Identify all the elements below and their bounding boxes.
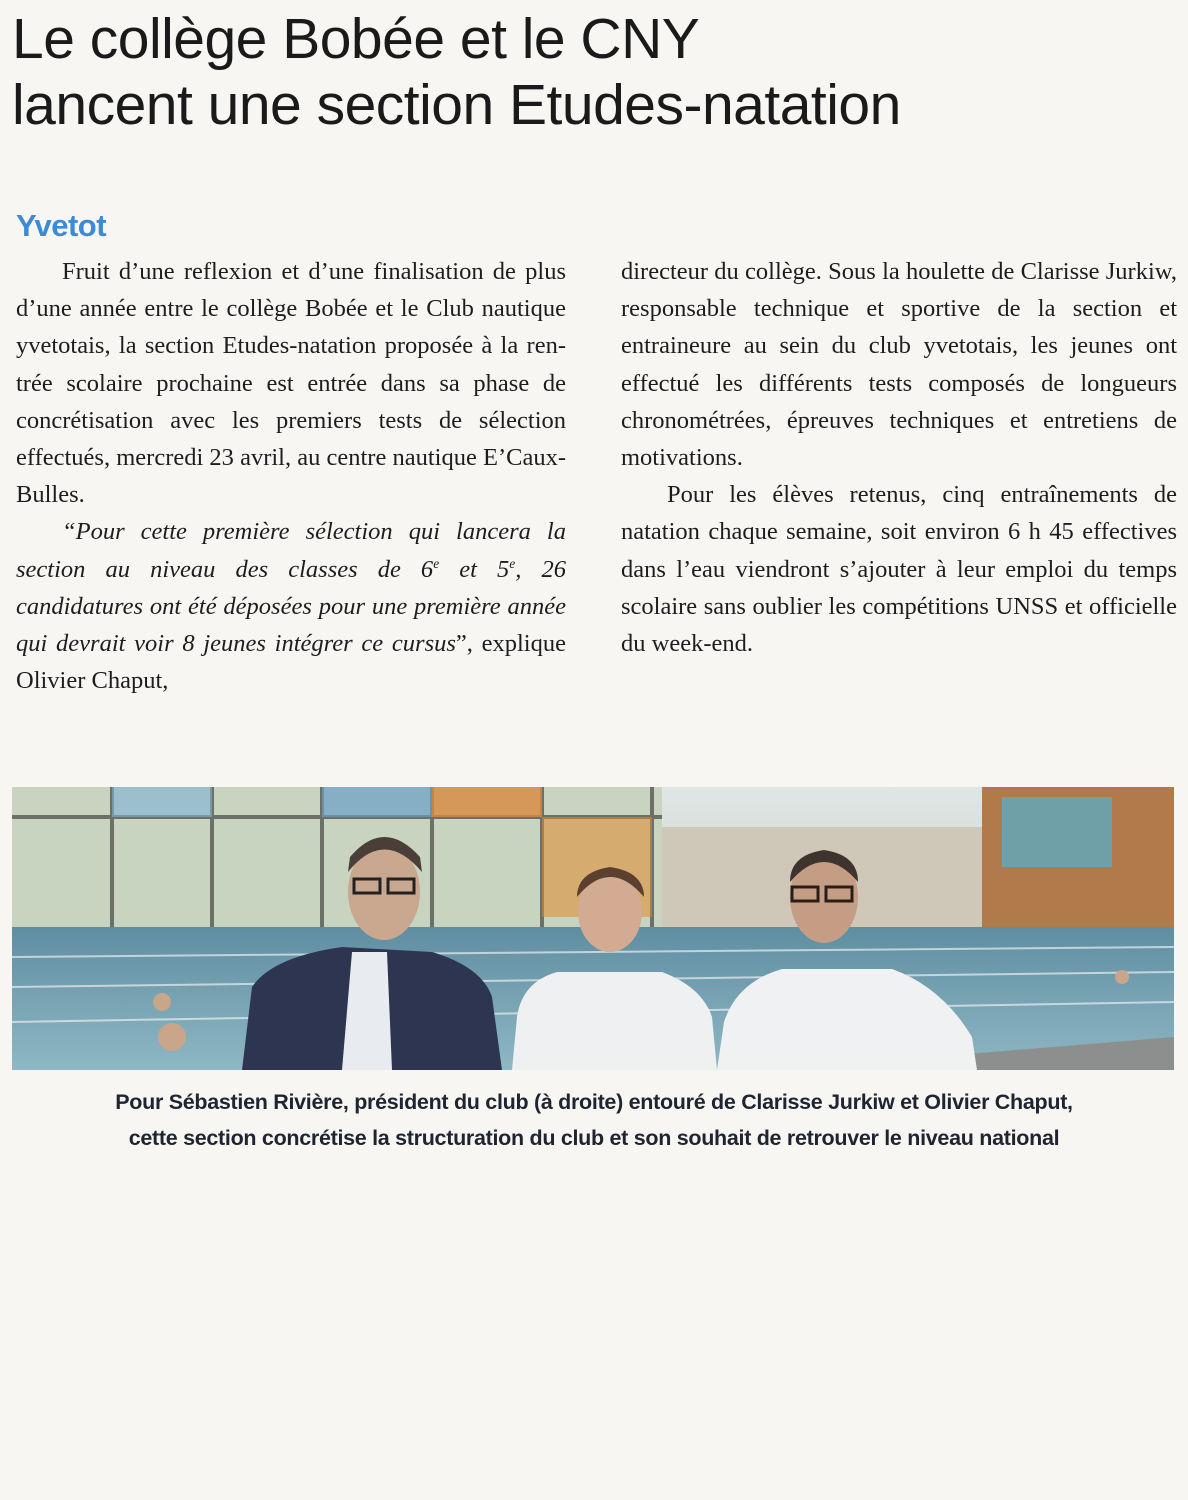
photo-caption <box>0 1084 1188 1156</box>
dateline: Yvetot <box>16 208 107 243</box>
quote-text: “Pour cette première sélection qui lancera la section au niveau des classes de 6e et 5e, 26 candidatures ont été déposées pour une première année qui devrait voir 8 jeunes intégrer ce cursus <box>16 518 566 658</box>
headline-line-2: lancent une section Etudes-natation <box>12 73 901 137</box>
column-right <box>621 253 1177 662</box>
headline-line-1: Le collège Bobée et le CNY <box>12 7 700 71</box>
column-left <box>16 253 566 699</box>
pool-photo-illustration <box>12 787 1174 1070</box>
paragraph-training: Pour les élèves retenus, cinq entraînements de natation chaque semaine, soit environ 6 h 45 effectives dans l’eau viendront s’ajouter à leur emploi du temps scolaire sans oublier les compétitions UNSS et officielle du week-end. <box>621 481 1177 658</box>
pool-photo <box>12 787 1174 1070</box>
paragraph-continued: directeur du collège. Sous la houlette de Clarisse Jurkiw, responsable technique et sportive de la section et entraineure au sein du club yvetotais, les jeunes ont effectué les différents tests composés de longueurs chronométrées, épreuves techniques et entretiens de motivations. <box>621 258 1177 472</box>
paragraph-intro: Fruit d’une reflexion et d’une finalisation de plus d’une année entre le collège Bobée et le Club nautique yvetotais, la section Etudes-natation proposée à la rentrée scolaire prochaine est entrée dans sa phase de concrétisation avec les premiers tests de sélection effectués, mercredi 23 avril, au centre nautique E’Caux-Bulles. <box>16 258 566 509</box>
caption-line-2: cette section concrétise la structuration du club et son souhait de retrouver le niveau national <box>128 1126 1060 1150</box>
headline <box>12 6 1182 138</box>
caption-line-1: Pour Sébastien Rivière, président du club (à droite) entouré de Clarisse Jurkiw et Olivier Chaput, <box>115 1090 1073 1114</box>
paragraph-quote: “Pour cette première sélection qui lancera la section au niveau des classes de 6e et 5e, 26 candidatures ont été déposées pour une première année qui devrait voir 8 jeunes intégrer ce cursus”, explique Olivier Chaput, <box>16 518 566 695</box>
